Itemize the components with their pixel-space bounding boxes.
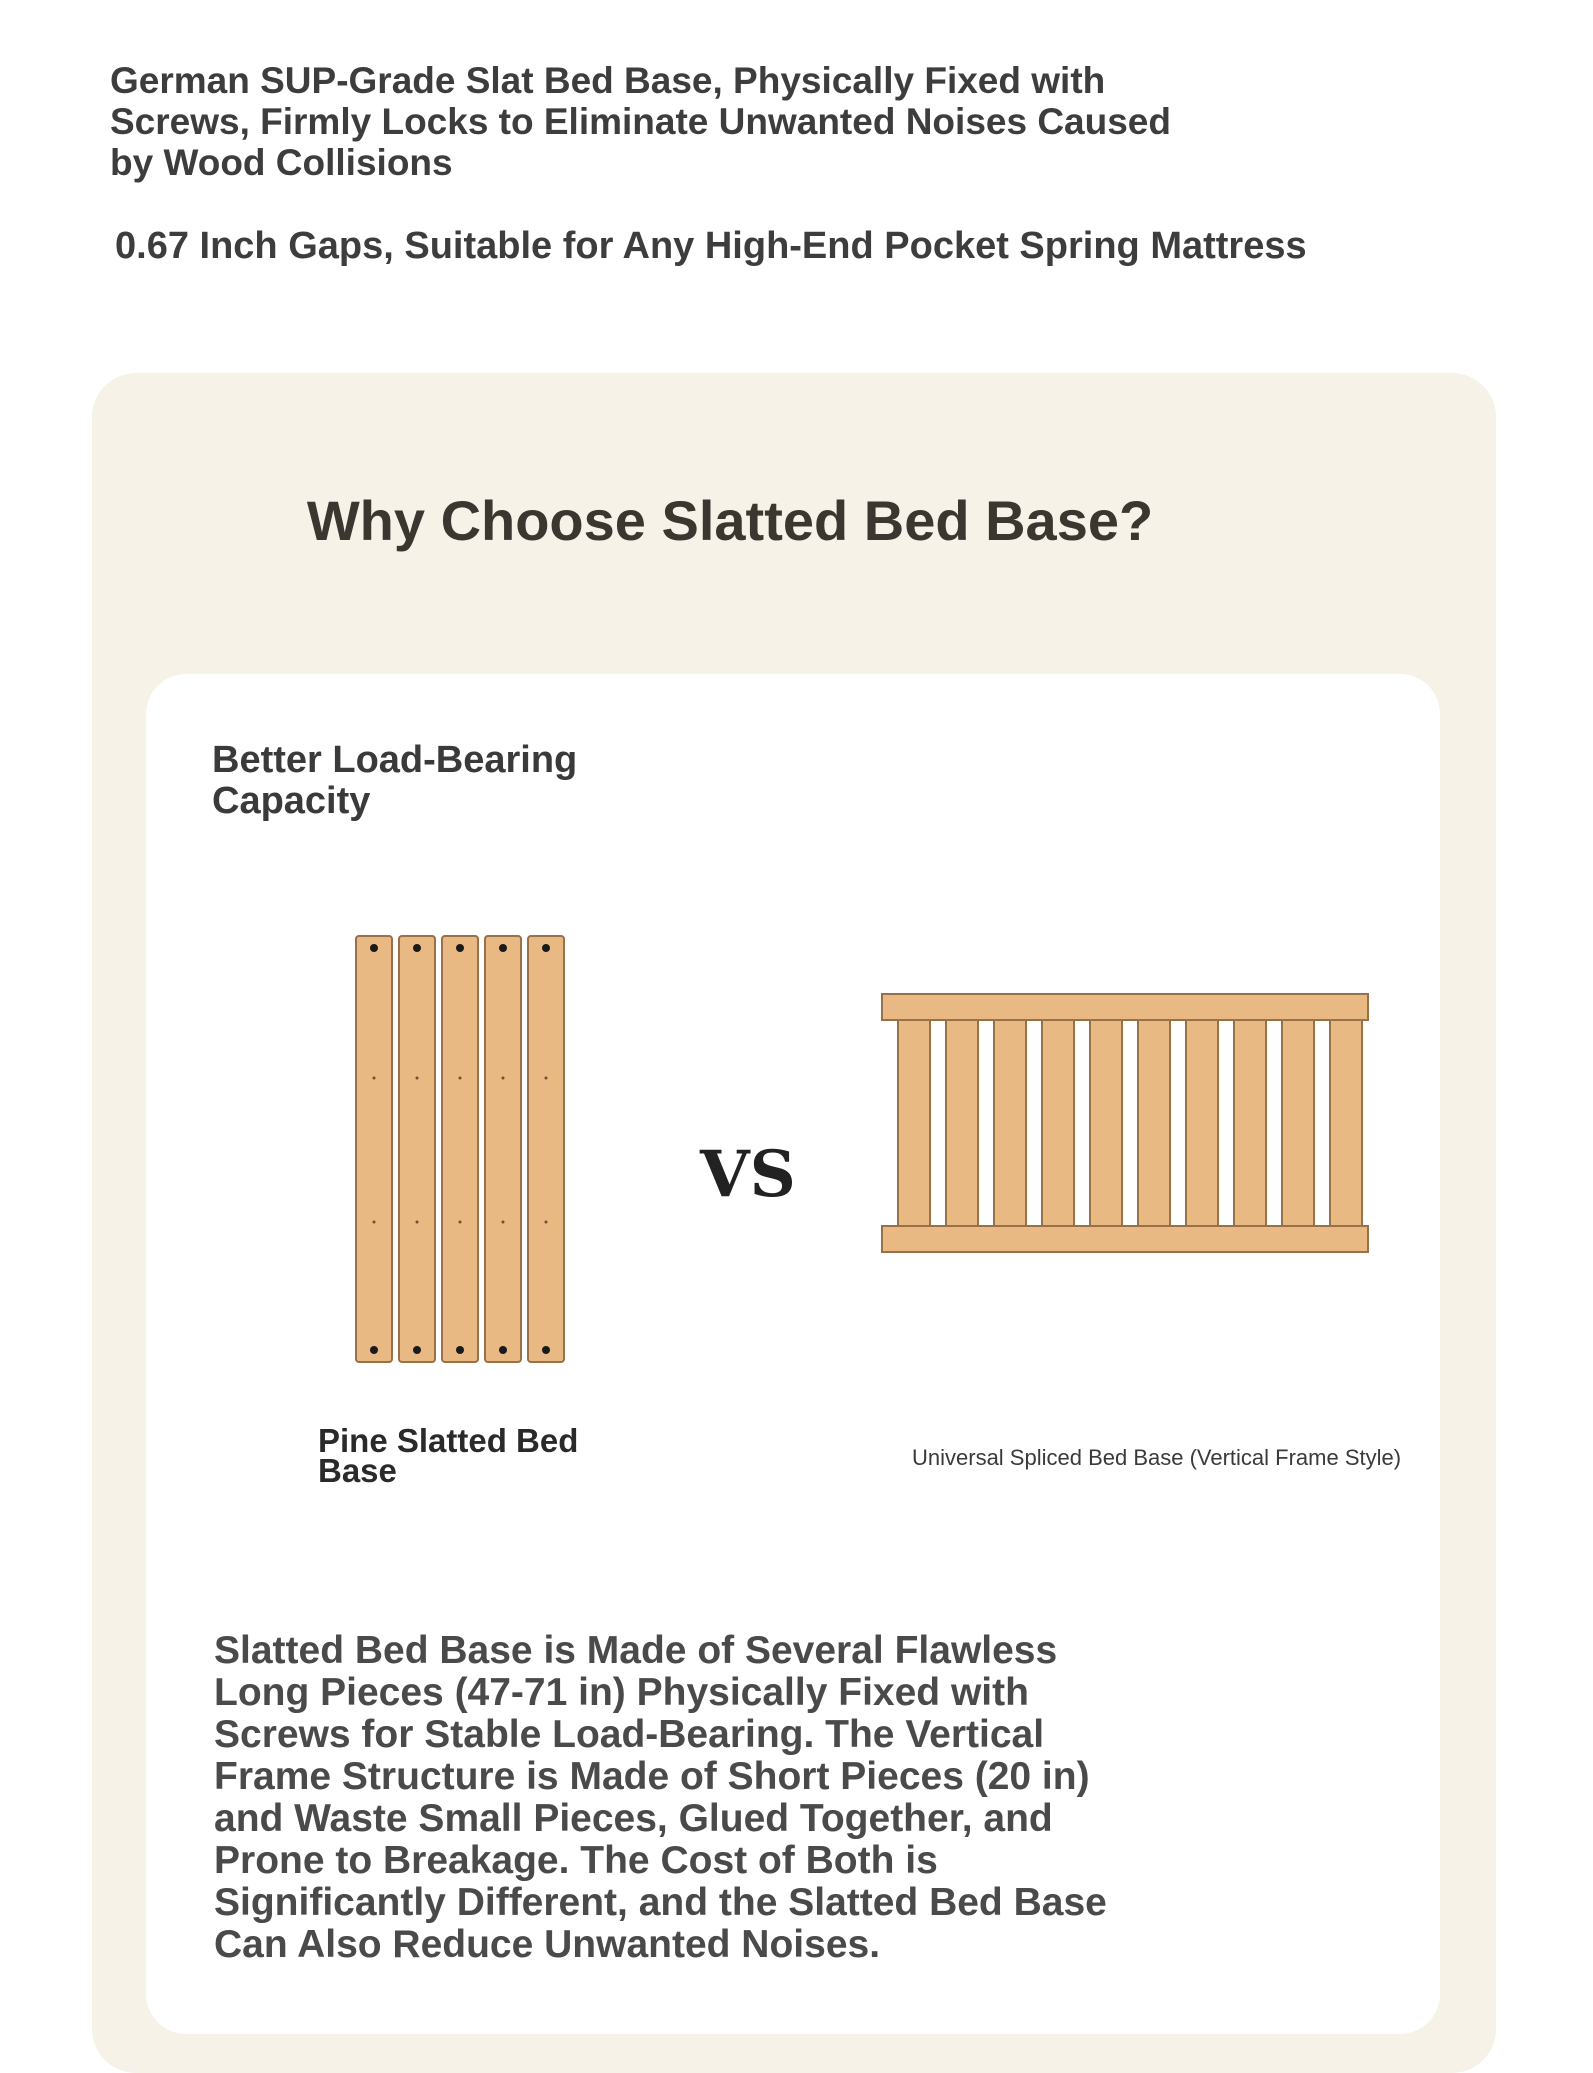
vertical-piece bbox=[1330, 1008, 1362, 1242]
vertical-piece bbox=[1186, 1008, 1218, 1242]
frame-bottom-rail bbox=[882, 1226, 1368, 1252]
vertical-piece bbox=[1090, 1008, 1122, 1242]
vertical-piece bbox=[898, 1008, 930, 1242]
panel-title: Why Choose Slatted Bed Base? bbox=[306, 489, 1154, 552]
wood-mark bbox=[373, 1077, 376, 1080]
wood-mark bbox=[545, 1077, 548, 1080]
pine-slat bbox=[356, 936, 392, 1362]
screw-hole bbox=[499, 944, 507, 952]
vs-label: VS bbox=[700, 1137, 796, 1212]
vertical-piece bbox=[1042, 1008, 1074, 1242]
card-heading: Better Load-Bearing Capacity bbox=[212, 739, 578, 822]
pine-slat bbox=[442, 936, 478, 1362]
pine-slatted-caption: Pine Slatted Bed Base bbox=[318, 1422, 579, 1489]
vertical-piece bbox=[946, 1008, 978, 1242]
spliced-frame-illustration bbox=[880, 990, 1380, 1260]
wood-mark bbox=[545, 1221, 548, 1224]
page-subtitle: 0.67 Inch Gaps, Suitable for Any High-End Pocket Spring Mattress bbox=[115, 225, 1307, 267]
vertical-piece bbox=[994, 1008, 1026, 1242]
wood-mark bbox=[373, 1221, 376, 1224]
screw-hole bbox=[456, 944, 464, 952]
pine-slat bbox=[528, 936, 564, 1362]
spliced-base-caption: Universal Spliced Bed Base (Vertical Frame Style) bbox=[912, 1445, 1402, 1470]
page-title: German SUP-Grade Slat Bed Base, Physically Fixed with Screws, Firmly Locks to Eliminate Unwanted Noises Caused by Wood Collisions bbox=[110, 60, 1171, 183]
screw-hole bbox=[370, 944, 378, 952]
wood-mark bbox=[416, 1077, 419, 1080]
screw-hole bbox=[413, 1346, 421, 1354]
wood-mark bbox=[459, 1221, 462, 1224]
screw-hole bbox=[413, 944, 421, 952]
wood-mark bbox=[502, 1221, 505, 1224]
wood-mark bbox=[502, 1077, 505, 1080]
screw-hole bbox=[542, 944, 550, 952]
pine-slat bbox=[399, 936, 435, 1362]
wood-mark bbox=[416, 1221, 419, 1224]
frame-top-rail bbox=[882, 994, 1368, 1020]
screw-hole bbox=[370, 1346, 378, 1354]
screw-hole bbox=[456, 1346, 464, 1354]
pine-slats-illustration bbox=[350, 930, 580, 1370]
vertical-piece bbox=[1282, 1008, 1314, 1242]
pine-slat bbox=[485, 936, 521, 1362]
wood-mark bbox=[459, 1077, 462, 1080]
screw-hole bbox=[499, 1346, 507, 1354]
vertical-piece bbox=[1234, 1008, 1266, 1242]
screw-hole bbox=[542, 1346, 550, 1354]
comparison-description: Slatted Bed Base is Made of Several Flawless Long Pieces (47-71 in) Physically Fixed with Screws for Stable Load-Bearing. The Vertical Frame Structure is Made of Short Pieces (20 in) and Waste Small Pieces, Glued Together, and Prone to Breakage. The Cost of Both is Significantly Different, and the Slatted Bed Base Can Also Reduce Unwanted Noises. bbox=[214, 1629, 1107, 1966]
vertical-piece bbox=[1138, 1008, 1170, 1242]
